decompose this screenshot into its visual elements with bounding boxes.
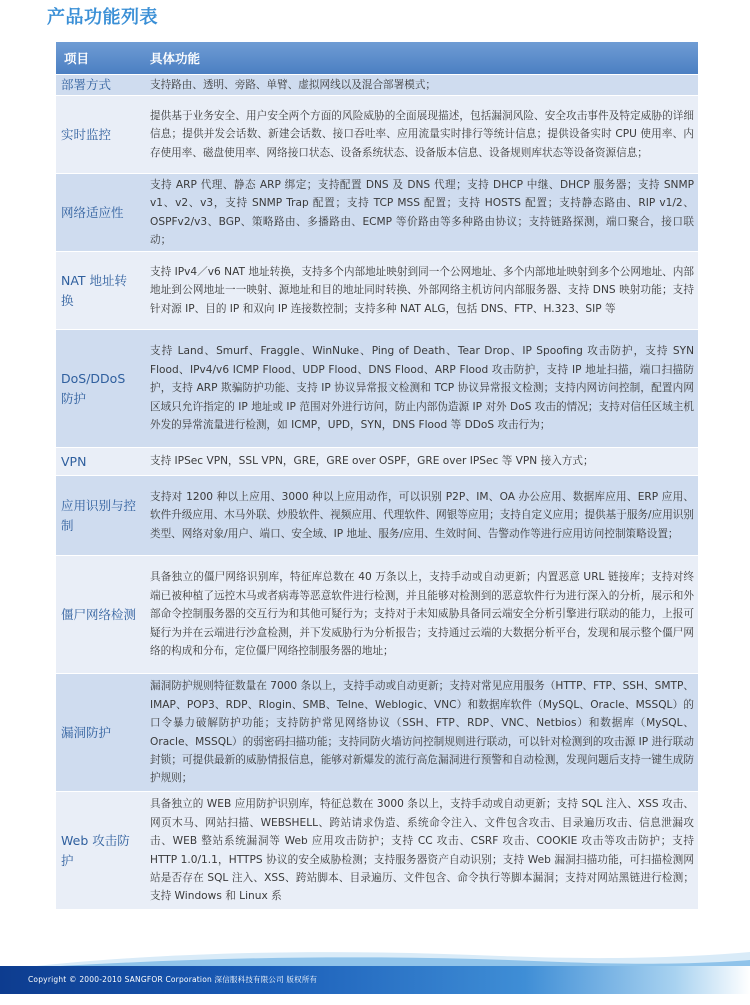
row-name: 僵尸网络检测 <box>56 556 142 674</box>
table-row <box>56 96 698 174</box>
table-row <box>56 330 698 448</box>
row-name: DoS/DDoS 防护 <box>56 330 142 448</box>
row-name: VPN <box>56 448 142 476</box>
row-desc: 支持 Land、Smurf、Fraggle、WinNuke、Ping of Death、Tear Drop、IP Spoofing 攻击防护，支持 SYN Flood、IPv4/v6 ICMP Flood、UDP Flood、DNS Flood、ARP Flood 攻击防护，支持 IP 地址扫描，端口扫描防护，支持 ARP 欺骗防护功能、支持 IP 协议异常报文检测和 TCP 协议异常报文检测；支持内网访问控制，配置内网区域只允许指定的 IP 地址或 IP 范围对外进行访问，防止内部伪造源 IP 对外 DoS 攻击的情况；支持对信任区域主机外发的异常流量进行检测，如 ICMP，UPD，SYN，DNS Flood 等 DDoS 攻击行为； <box>142 330 698 448</box>
row-name: 网络适应性 <box>56 174 142 252</box>
table-row <box>56 792 698 910</box>
table-row <box>56 174 698 252</box>
feature-table-container <box>56 42 698 910</box>
row-name: 部署方式 <box>56 75 142 96</box>
row-desc: 支持 IPv4／v6 NAT 地址转换，支持多个内部地址映射到同一个公网地址、多个内部地址映射到多个公网地址、内部地址到公网地址一一映射、源地址和目的地址同时转换、外部网络主机访问内部服务器、支持 DNS 映射功能；支持针对源 IP、目的 IP 和双向 IP 连接数控制；支持多种 NAT ALG，包括 DNS、FTP、H.323、SIP 等 <box>142 252 698 330</box>
row-name: 实时监控 <box>56 96 142 174</box>
page-title: 产品功能列表 <box>47 7 158 28</box>
header-item: 项目 <box>56 42 142 75</box>
row-name: Web 攻击防护 <box>56 792 142 910</box>
table-row <box>56 448 698 476</box>
row-desc: 具备独立的僵尸网络识别库，特征库总数在 40 万条以上，支持手动或自动更新；内置恶意 URL 链接库；支持对终端已被种植了远控木马或者病毒等恶意软件进行检测，并且能够对检测到的恶意软件行为进行深入的分析，展示和外部命令控制服务器的交互行为和其他可疑行为；支持对于未知威胁具备同云端安全分析引擎进行联动的能力，上报可疑行为并在云端进行沙盒检测，并下发威胁行为分析报告；支持通过云端的大数据分析平台，发现和展示整个僵尸网络的构成和分布，定位僵尸网络控制服务器的地址； <box>142 556 698 674</box>
footer-copyright: Copyright © 2000-2010 SANGFOR Corporation 深信服科技有限公司 版权所有 <box>28 975 318 984</box>
table-row <box>56 476 698 556</box>
table-row <box>56 75 698 96</box>
table-header-row <box>56 42 698 75</box>
table-row <box>56 556 698 674</box>
row-desc: 支持对 1200 种以上应用、3000 种以上应用动作，可以识别 P2P、IM、OA 办公应用、数据库应用、ERP 应用、软件升级应用、木马外联、炒股软件、视频应用、代理软件、网银等应用；支持自定义应用；提供基于服务/应用识别类型、网络对象/用户、端口、安全域、IP 地址、服务/应用、生效时间、告警动作等进行应用访问控制策略设置； <box>142 476 698 556</box>
row-name: 应用识别与控制 <box>56 476 142 556</box>
table-row <box>56 252 698 330</box>
header-feature: 具体功能 <box>142 42 698 75</box>
table-row <box>56 674 698 792</box>
row-desc: 提供基于业务安全、用户安全两个方面的风险威胁的全面展现描述，包括漏洞风险、安全攻击事件及特定威胁的详细信息；提供并发会话数、新建会话数、接口吞吐率、应用流量实时排行等统计信息；提供设备实时 CPU 使用率、内存使用率、磁盘使用率、网络接口状态、设备系统状态、设备版本信息、设备规则库状态等设备资源信息； <box>142 96 698 174</box>
feature-table <box>56 42 698 910</box>
row-desc: 具备独立的 WEB 应用防护识别库，特征总数在 3000 条以上，支持手动或自动更新；支持 SQL 注入、XSS 攻击、网页木马、网站扫描、WEBSHELL、跨站请求伪造、系统命令注入、文件包含攻击、目录遍历攻击、信息泄漏攻击、WEB 整站系统漏洞等 Web 应用攻击防护；支持 CC 攻击、CSRF 攻击、COOKIE 攻击等攻击防护；支持 HTTP 1.0/1.1，HTTPS 协议的安全威胁检测；支持服务器资产自动识别；支持 Web 漏洞扫描功能，可扫描检测网站是否存在 SQL 注入、XSS、跨站脚本、目录遍历、文件包含、命令执行等脚本漏洞；支持对网站黑链进行检测；支持 Windows 和 Linux 系 <box>142 792 698 910</box>
row-name: NAT 地址转换 <box>56 252 142 330</box>
row-desc: 支持 IPSec VPN，SSL VPN，GRE，GRE over OSPF，GRE over IPSec 等 VPN 接入方式； <box>142 448 698 476</box>
row-desc: 支持 ARP 代理、静态 ARP 绑定；支持配置 DNS 及 DNS 代理；支持 DHCP 中继、DHCP 服务器；支持 SNMP v1、v2、v3，支持 SNMP Trap 配置；支持 TCP MSS 配置；支持 HOSTS 配置；支持静态路由、RIP v1/2、OSPFv2/v3、BGP、策略路由、多播路由、ECMP 等价路由等多种路由协议；支持链路探测，端口聚合，接口联动； <box>142 174 698 252</box>
row-desc: 支持路由、透明、旁路、单臂、虚拟网线以及混合部署模式； <box>142 75 698 96</box>
row-desc: 漏洞防护规则特征数量在 7000 条以上，支持手动或自动更新；支持对常见应用服务（HTTP、FTP、SSH、SMTP、IMAP、POP3、RDP、Rlogin、SMB、Telne、Weblogic、VNC）和数据库软件（MySQL、Oracle、MSSQL）的口令暴力破解防护功能；支持防护常见网络协议（SSH、FTP、RDP、VNC、Netbios）和数据库（MySQL、Oracle、MSSQL）的弱密码扫描功能；支持同防火墙访问控制规则进行联动，可以针对检测到的攻击源 IP 进行联动封锁；可提供最新的威胁情报信息，能够对新爆发的流行高危漏洞进行预警和自动检测，发现问题后支持一键生成防护规则； <box>142 674 698 792</box>
row-name: 漏洞防护 <box>56 674 142 792</box>
